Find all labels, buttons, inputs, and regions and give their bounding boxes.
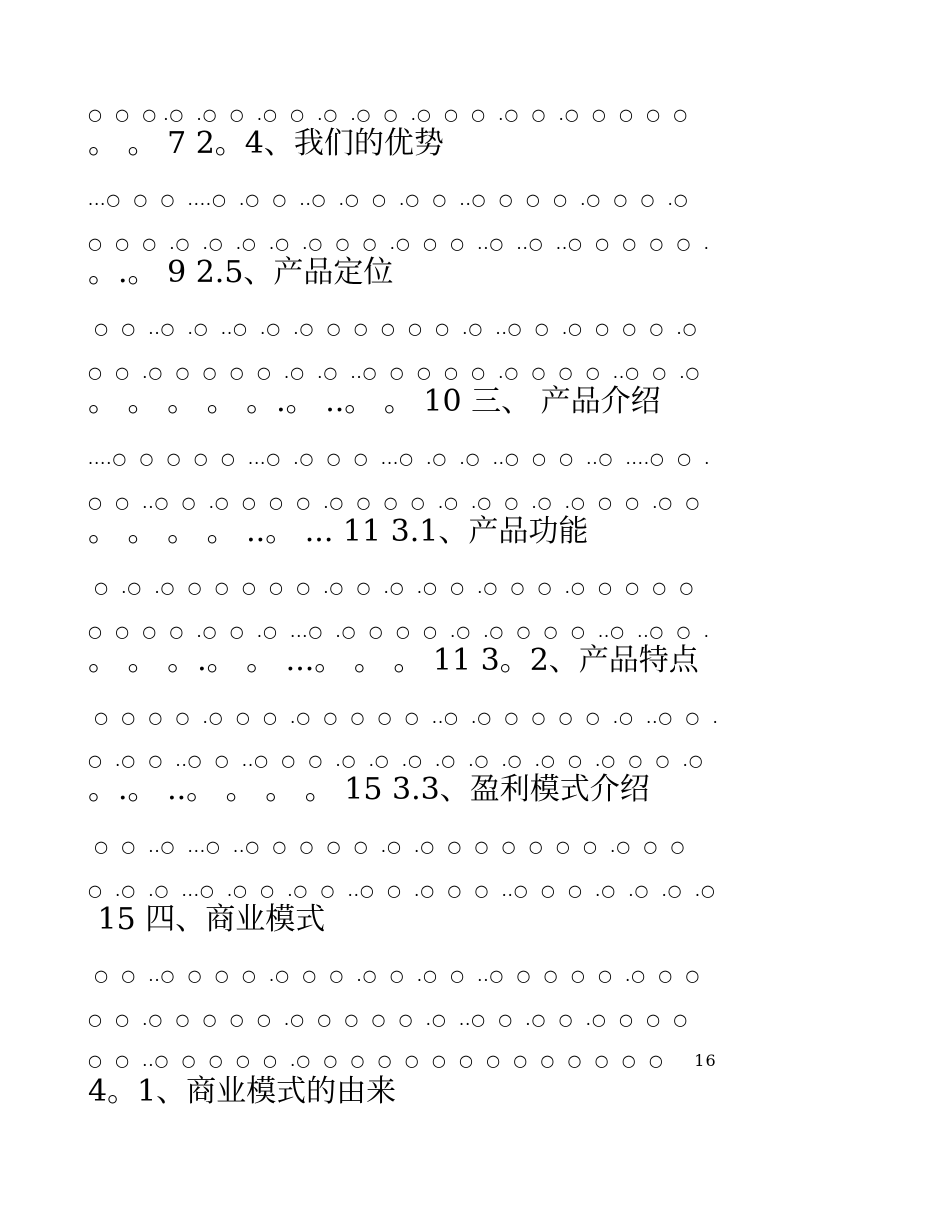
toc-entry-3-1: 。 。 。 。 ..。 ... 11 3.1、产品功能 bbox=[88, 514, 589, 549]
toc-leader-line: ○ .○ .○ ...○ .○ ○ .○ ○ ..○ ○ .○ ○ ○ ..○ ○ ○ .○ .○ .○ .○ bbox=[88, 881, 716, 900]
toc-entry-4-1: 4。1、商业模式的由来 bbox=[88, 1074, 397, 1109]
toc-leader-line: ....○ ○ ○ ○ ○ ...○ .○ ○ ○ ...○ .○ .○ ..○ ○ ○ ..○ ....○ ○ . bbox=[88, 449, 711, 468]
toc-entry-4: 15 四、商业模式 bbox=[88, 902, 326, 937]
toc-entry-3: 。 。 。 。 。.。 ..。 。 10 三、 产品介绍 bbox=[88, 384, 661, 419]
toc-leader-line: ○ ○ .○ ○ ○ ○ ○ .○ .○ ..○ ○ ○ ○ ○ .○ ○ ○ ○ ..○ ○ .○ bbox=[88, 363, 701, 382]
toc-leader-line: ○ ○ ..○ ○ .○ ○ ○ ○ .○ ○ ○ ○ .○ .○ ○ .○ .○ ○ ○ .○ ○ bbox=[88, 493, 701, 512]
toc-entry-3-3: 。.。 ..。 。 。 。 15 3.3、盈利模式介绍 bbox=[88, 772, 650, 807]
toc-leader-line: ○ ○ ○ ○ .○ ○ .○ ...○ .○ ○ ○ ○ .○ .○ ○ ○ ○ ..○ ..○ ○ . bbox=[88, 622, 710, 641]
toc-leader-line: ○ ○ ○ .○ .○ .○ .○ .○ ○ ○ .○ ○ ○ ..○ ..○ ..○ ○ ○ ○ ○ . bbox=[88, 234, 710, 253]
toc-leader-line: ○ .○ .○ ○ ○ ○ ○ ○ .○ ○ .○ .○ ○ .○ ○ ○ .○ ○ ○ ○ ○ bbox=[88, 578, 695, 597]
toc-leader-line: ○ ○ ..○ ○ ○ ○ .○ ○ ○ .○ ○ .○ ○ ..○ ○ ○ ○ ○ .○ ○ ○ bbox=[88, 966, 701, 985]
toc-leader-line: ○ .○ ○ ..○ ○ ..○ ○ ○ .○ .○ .○ .○ .○ .○ .○ ○ .○ ○ ○ .○ bbox=[88, 751, 704, 770]
toc-leader-line: ○ ○ ○ .○ .○ ○ .○ ○ .○ .○ ○ .○ ○ ○ .○ ○ .○ ○ ○ ○ ○ bbox=[88, 105, 689, 124]
toc-leader-line: ○ ○ ..○ .○ ..○ .○ .○ ○ ○ ○ ○ ○ .○ ..○ ○ .○ ○ ○ ○ .○ bbox=[88, 319, 698, 338]
toc-leader-line-page-16: ○ ○ ..○ ○ ○ ○ ○ .○ ○ ○ ○ ○ ○ ○ ○ ○ ○ ○ ○ ○ ○ 16 bbox=[88, 1051, 717, 1070]
toc-entry-2-5: 。.。 9 2.5、产品定位 bbox=[88, 255, 394, 290]
toc-leader-line: ○ ○ ..○ ...○ ..○ ○ ○ ○ ○ .○ .○ ○ ○ ○ ○ ○ ○ .○ ○ ○ bbox=[88, 837, 686, 856]
toc-leader-line: ○ ○ .○ ○ ○ ○ ○ .○ ○ ○ ○ ○ .○ ..○ ○ .○ ○ .○ ○ ○ ○ bbox=[88, 1010, 689, 1029]
toc-leader-line: ○ ○ ○ ○ .○ ○ ○ .○ ○ ○ ○ ○ ..○ .○ ○ ○ ○ ○ .○ ..○ ○ . bbox=[88, 708, 719, 727]
toc-entry-3-2: 。 。 。.。 。 ...。 。 。 11 3。2、产品特点 bbox=[88, 643, 699, 678]
toc-leader-line: ...○ ○ ○ ....○ .○ ○ ..○ .○ ○ .○ ○ ..○ ○ ○ ○ .○ ○ ○ .○ bbox=[88, 190, 689, 209]
toc-entry-2-4: 。 。 7 2。4、我们的优势 bbox=[88, 126, 444, 161]
